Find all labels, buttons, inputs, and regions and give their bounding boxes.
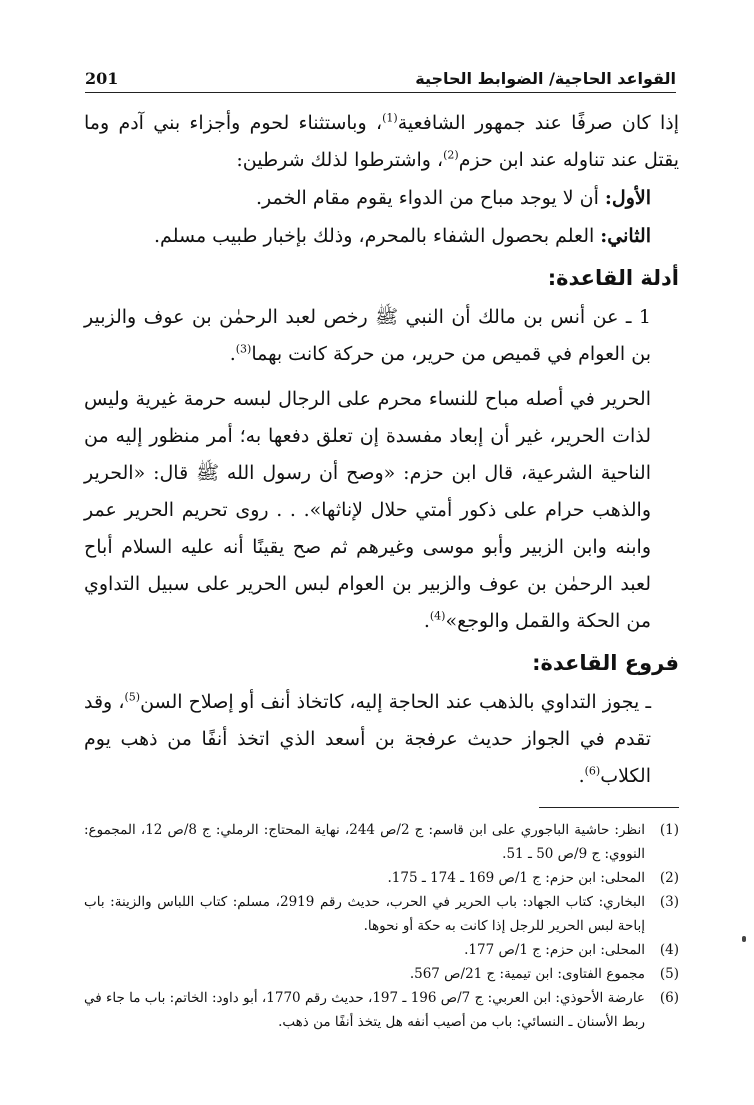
footnote-number: (5) <box>659 966 679 982</box>
footnote-3 <box>84 890 679 938</box>
explanation-paragraph <box>84 381 679 640</box>
footnote-5 <box>84 962 679 986</box>
intro-text-1: إذا كان صرفًا عند جمهور الشافعية <box>397 112 679 134</box>
footnote-ref-1: (1) <box>382 111 398 125</box>
intro-paragraph <box>84 105 679 179</box>
branches-paragraph <box>84 684 679 795</box>
footnote-text: المحلى: ابن حزم: ج 1/ص 169 ـ 174 ـ 175. <box>387 870 645 886</box>
footnote-text: مجموع الفتاوى: ابن تيمية: ج 21/ص 567. <box>409 966 645 982</box>
condition-second <box>84 217 679 255</box>
branches-heading: فروع القاعدة: <box>532 651 679 675</box>
evidence-heading: أدلة القاعدة: <box>547 266 679 290</box>
condition-first-label: الأول: <box>604 187 651 209</box>
margin-speck <box>742 936 746 942</box>
footnote-number: (1) <box>659 822 679 838</box>
condition-first <box>84 179 679 217</box>
branches-text-1: ـ يجوز التداوي بالذهب عند الحاجة إليه، كاتخاذ أنف أو إصلاح السن <box>140 691 652 713</box>
main-text <box>84 105 679 795</box>
branches-text-3: . <box>578 765 585 787</box>
footnote-number: (4) <box>659 942 679 958</box>
footnote-ref-2: (2) <box>443 148 459 162</box>
footnote-number: (3) <box>659 894 679 910</box>
footnote-6 <box>84 986 679 1034</box>
header-title: القواعد الحاجية/ الضوابط الحاجية <box>415 69 676 88</box>
footnote-ref-3: (3) <box>235 342 252 356</box>
footnote-text: انظر: حاشية الباجوري على ابن قاسم: ج 2/ص 244، نهاية المحتاج: الرملي: ج 8/ص 12، المجموع: النووي: ج 9/ص 50 ـ 51. <box>84 822 646 862</box>
footnote-number: (2) <box>659 870 679 886</box>
intro-text-2: ، وباستثناء لحوم وأجزاء بني آدم وما يقتل عند تناوله عند ابن حزم <box>84 112 679 171</box>
hadith-paragraph <box>84 299 679 373</box>
footnote-text: المحلى: ابن حزم: ج 1/ص 177. <box>464 942 645 958</box>
footnote-2 <box>84 866 679 890</box>
explanation-text-2: . <box>423 610 430 632</box>
footnote-ref-6: (6) <box>584 764 601 778</box>
condition-second-label: الثاني: <box>600 225 651 247</box>
footnote-1 <box>84 818 679 866</box>
running-header <box>85 58 676 93</box>
explanation-text-1: الحرير في أصله مباح للنساء محرم على الرجال لبسه حرمة غيرية وليس لذات الحرير، غير أن إبعاد مفسدة إن تعلق دفعها به؛ أمر منظور إليه من الناحية الشرعية، قال ابن حزم: «وصح أن رسول الله ﷺ قال: «الحرير والذهب حرام على ذكور أمتي حلال لإناثها». . . روى تحريم الحرير عمر وابنه وابن الزبير وأبو موسى وغيرهم ثم صح يقينًا أنه عليه السلام أباح لعبد الرحمٰن بن عوف والزبير بن العوام لبس الحرير على سبيل التداوي من الحكة والقمل والوجع» <box>84 388 651 632</box>
footnote-number: (6) <box>659 990 679 1006</box>
footnote-text: البخاري: كتاب الجهاد: باب الحرير في الحرب، حديث رقم 2919، مسلم: كتاب اللباس والزينة: باب إباحة لبس الحرير للرجل إذا كانت به حكة أو نحوها. <box>84 894 645 934</box>
page-number: 201 <box>85 69 119 88</box>
condition-first-text: أن لا يوجد مباح من الدواء يقوم مقام الخمر. <box>255 187 599 209</box>
branches-text-2: ، وقد تقدم في الجواز حديث عرفجة بن أسعد الذي اتخذ أنفًا من ذهب يوم الكلاب <box>84 691 651 787</box>
footnote-ref-4: (4) <box>429 609 446 623</box>
hadith-text-1: 1 ـ عن أنس بن مالك أن النبي ﷺ رخص لعبد الرحمٰن بن عوف والزبير بن العوام في قميص من حرير، من حركة كانت بهما <box>84 306 651 365</box>
footnote-4 <box>84 938 679 962</box>
footnote-divider <box>539 807 679 808</box>
intro-text-3: ، واشترطوا لذلك شرطين: <box>236 149 444 171</box>
footnotes <box>84 818 679 1034</box>
footnote-ref-5: (5) <box>124 690 141 704</box>
footnote-text: عارضة الأحوذي: ابن العربي: ج 7/ص 196 ـ 197، حديث رقم 1770، أبو داود: الخاتم: باب ما جاء في ربط الأسنان ـ النسائي: باب من أصيب أنفه هل يتخذ أنفًا من ذهب. <box>84 990 645 1030</box>
hadith-text-2: . <box>229 343 236 365</box>
condition-second-text: العلم بحصول الشفاء بالمحرم، وذلك بإخبار طبيب مسلم. <box>154 225 595 247</box>
